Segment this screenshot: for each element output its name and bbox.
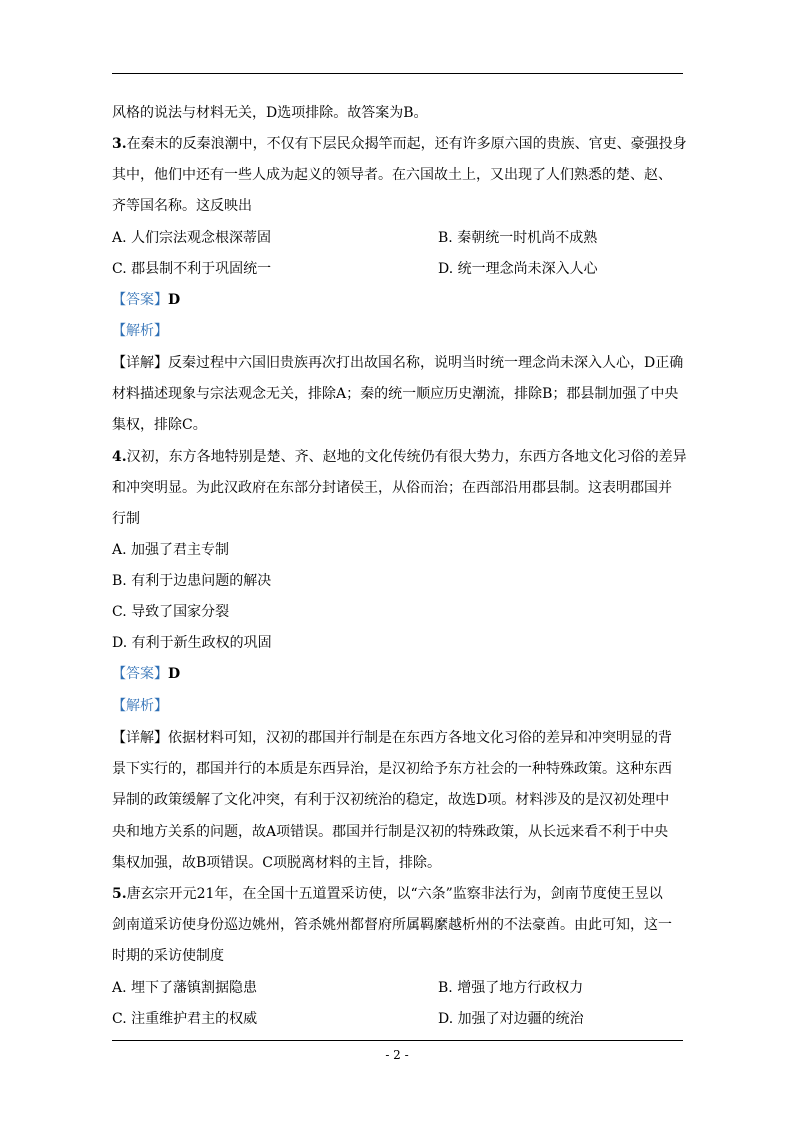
question-number: 4.: [112, 449, 127, 465]
question-text: 唐玄宗开元21年，在全国十五道置采访使，以“六条”监察非法行为，剑南节度使王昱以: [126, 886, 663, 902]
analysis-label: 【解析】: [112, 698, 168, 714]
option-b: B. 增强了地方行政权力: [438, 980, 584, 996]
explanation-text: 景下实行的，郡国并行的本质是东西异治，是汉初给予东方社会的一种特殊政策。这种东西: [112, 761, 672, 777]
explanation-text: 材料描述现象与宗法观念无关，排除A；秦的统一顺应历史潮流，排除B；郡县制加强了中央: [112, 386, 679, 402]
explanation-text: 央和地方关系的问题，故A项错误。郡国并行制是汉初的特殊政策，从长远来看不利于中央: [112, 824, 669, 840]
question-text: 齐等国名称。这反映出: [112, 198, 252, 214]
explanation-text: 依据材料可知，汉初的郡国并行制是在东西方各地文化习俗的差异和冲突明显的背: [168, 730, 672, 746]
explanation-text: 集权加强，故B项错误。C项脱离材料的主旨，排除。: [112, 855, 441, 871]
explanation-line: [112, 354, 683, 372]
answer-line: [112, 665, 180, 683]
explanation-text: 异制的政策缓解了文化冲突，有利于汉初统治的稳定，故选D项。材料涉及的是汉初处理中: [112, 792, 670, 808]
question-text: 和冲突明显。为此汉政府在东部分封诸侯王，从俗而治；在西部沿用郡县制。这表明郡国并: [112, 480, 672, 496]
answer-label: 【答案】: [112, 292, 168, 308]
option-d: D. 统一理念尚未深入人心: [438, 261, 598, 277]
question-text: 时期的采访使制度: [112, 948, 224, 964]
question-5-stem: [112, 885, 663, 903]
explanation-label: 【详解】: [112, 730, 168, 746]
option-a: A. 加强了君主专制: [112, 542, 230, 558]
analysis-label: 【解析】: [112, 323, 168, 339]
question-text: 汉初，东方各地特别是楚、齐、赵地的文化传统仍有很大势力，东西方各地文化习俗的差异: [126, 449, 687, 465]
question-text: 行制: [112, 511, 140, 527]
answer-value: D: [168, 292, 181, 308]
option-a: A. 埋下了藩镇割据隐患: [112, 980, 258, 996]
option-c: C. 注重维护君主的权威: [112, 1011, 258, 1027]
option-c: C. 郡县制不利于巩固统一: [112, 261, 272, 277]
option-c: C. 导致了国家分裂: [112, 604, 230, 620]
answer-line: [112, 291, 180, 309]
page-number: - 2 -: [385, 1048, 409, 1062]
text-line: 风格的说法与材料无关，D选项排除。故答案为B。: [112, 105, 428, 121]
answer-label: 【答案】: [112, 666, 168, 682]
explanation-text: 集权，排除C。: [112, 417, 207, 433]
answer-value: D: [168, 666, 181, 682]
explanation-text: 反秦过程中六国旧贵族再次打出故国名称，说明当时统一理念尚未深入人心，D正确: [168, 355, 684, 371]
footer-rule: [112, 1040, 683, 1041]
option-d: D. 加强了对边疆的统治: [438, 1011, 584, 1027]
question-3-stem: [112, 135, 687, 153]
question-text: 在秦末的反秦浪潮中，不仅有下层民众揭竿而起，还有许多原六国的贵族、官吏、豪强投身: [126, 136, 687, 152]
question-4-stem: [112, 448, 687, 466]
header-rule: [112, 73, 683, 74]
option-b: B. 秦朝统一时机尚不成熟: [438, 230, 598, 246]
option-a: A. 人们宗法观念根深蒂固: [112, 230, 272, 246]
question-number: 5.: [112, 886, 127, 902]
question-text: 剑南道采访使身份巡边姚州，笞杀姚州都督府所属羁縻越析州的不法豪酋。由此可知，这一: [112, 917, 672, 933]
explanation-line: [112, 729, 672, 747]
explanation-label: 【详解】: [112, 355, 168, 371]
question-text: 其中，他们中还有一些人成为起义的领导者。在六国故土上，又出现了人们熟悉的楚、赵、: [112, 167, 672, 183]
option-d: D. 有利于新生政权的巩固: [112, 635, 272, 651]
option-b: B. 有利于边患问题的解决: [112, 573, 272, 589]
question-number: 3.: [112, 136, 127, 152]
